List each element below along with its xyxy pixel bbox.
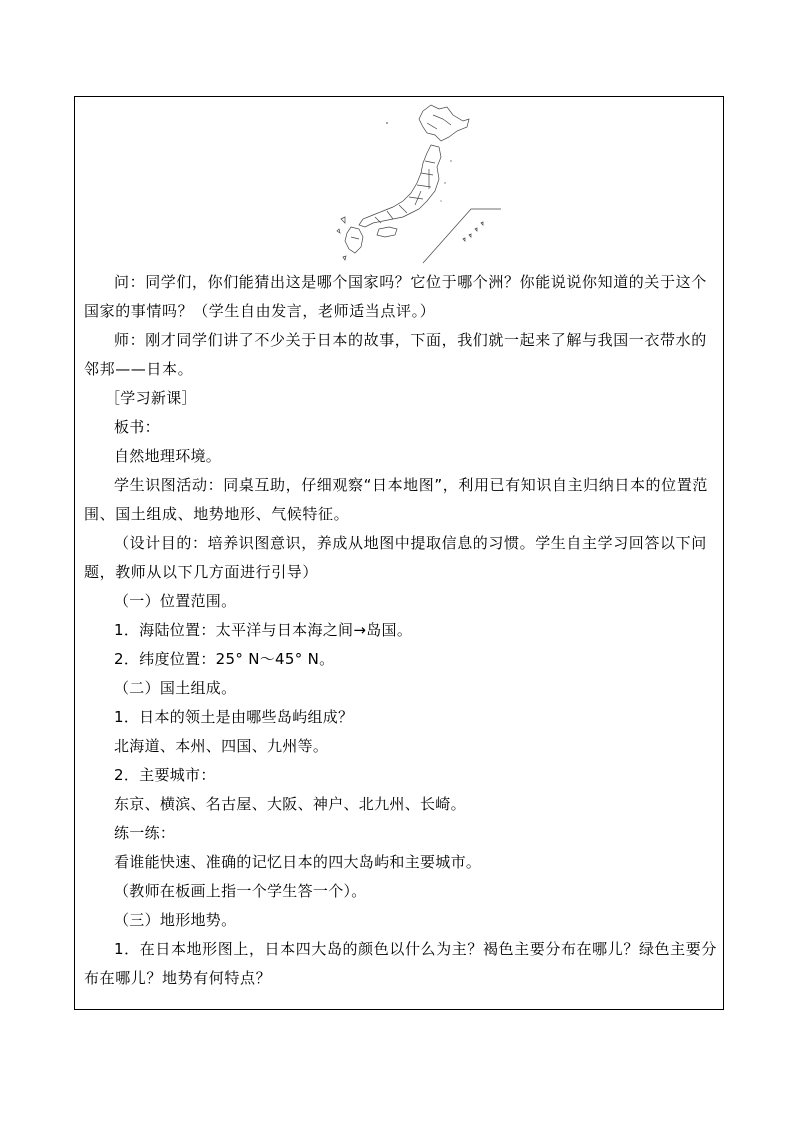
item-islands-question: 1．日本的领土是由哪些岛屿组成？ (114, 708, 354, 726)
paragraph-question: 问：同学们，你们能猜出这是哪个国家吗？它位于哪个洲？你能说说你知道的关于这个国家的事情吗？（学生自由发言，老师适当点评。） (84, 273, 707, 320)
japan-outline-map (323, 101, 508, 264)
practice-heading: 练一练： (114, 824, 176, 842)
practice-note: （教师在板画上指一个学生答一个）。 (114, 882, 367, 900)
paragraph-natural-environment: 自然地理环境。 (114, 447, 222, 465)
item-terrain-question: 1．在日本地形图上，日本四大岛的颜色以什么为主？褐色主要分布在哪儿？绿色主要分布在哪儿？地势有何特点？ (84, 940, 717, 987)
heading-location: （一）位置范围。 (114, 592, 237, 610)
item-latitude-position: 2．纬度位置：25° N～45° N。 (114, 650, 335, 668)
lesson-text (84, 268, 720, 993)
item-main-cities: 2．主要城市： (114, 766, 216, 784)
paragraph-blackboard: 板书： (114, 418, 160, 436)
heading-terrain: （三）地形地势。 (114, 911, 237, 929)
item-sea-land-position: 1．海陆位置：太平洋与日本海之间→岛国。 (114, 621, 413, 639)
japan-map-icon (323, 101, 508, 264)
paragraph-teacher-intro: 师：刚才同学们讲了不少关于日本的故事，下面，我们就一起来了解与我国一衣带水的邻邦——日本。 (84, 331, 707, 378)
document-table-cell (74, 96, 724, 1010)
practice-task: 看谁能快速、准确的记忆日本的四大岛屿和主要城市。 (114, 853, 482, 871)
item-islands-answer: 北海道、本州、四国、九州等。 (114, 737, 329, 755)
heading-territory: （二）国土组成。 (114, 679, 237, 697)
section-heading-new-lesson: ［学习新课］ (105, 389, 197, 407)
item-cities-list: 东京、横滨、名古屋、大阪、神户、北九州、长崎。 (114, 795, 466, 813)
paragraph-map-activity: 学生识图活动：同桌互助，仔细观察“日本地图”，利用已有知识自主归纳日本的位置范围、国土组成、地势地形、气候特征。 (84, 476, 708, 523)
paragraph-design-purpose: （设计目的：培养识图意识，养成从地图中提取信息的习惯。学生自主学习回答以下问题，教师从以下几方面进行引导） (84, 534, 707, 581)
